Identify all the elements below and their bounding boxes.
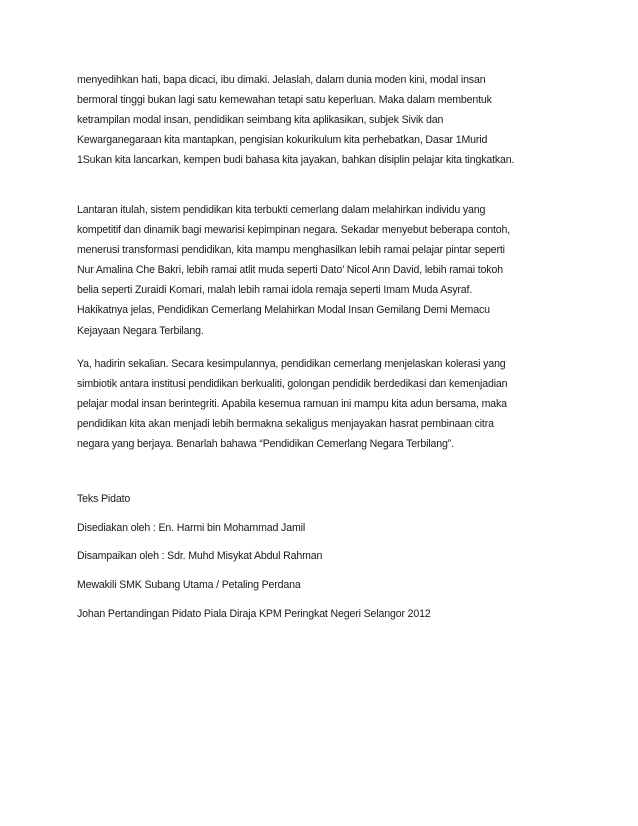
paragraph-3 bbox=[77, 354, 507, 454]
award-line: Johan Pertandingan Pidato Piala Diraja KPM Peringkat Negeri Selangor 2012 bbox=[77, 608, 431, 620]
paragraph-1 bbox=[77, 70, 514, 170]
paragraph-line: 1Sukan kita lancarkan, kempen budi bahasa kita jayakan, bahkan disiplin pelajar kita tingkatkan. bbox=[77, 154, 515, 167]
paragraph-line: pendidikan kita akan menjadi lebih bermakna sekaligus menjayakan hasrat pembinaan citra bbox=[77, 418, 494, 431]
paragraph-line: Lantaran itulah, sistem pendidikan kita terbukti cemerlang dalam melahirkan individu yang bbox=[77, 204, 486, 216]
paragraph-line: ketrampilan modal insan, pendidikan seimbang kita aplikasikan, subjek Sivik dan bbox=[77, 114, 444, 127]
speech-type-label: Teks Pidato bbox=[77, 493, 131, 505]
paragraph-line: Ya, hadirin sekalian. Secara kesimpulannya, pendidikan cemerlang menjelaskan kolerasi yang bbox=[77, 358, 506, 370]
paragraph-line: belia seperti Zuraidi Komari, malah lebih ramai idola remaja seperti Imam Muda Asyraf. bbox=[77, 284, 473, 297]
prepared-by-line: Disediakan oleh : En. Harmi bin Mohammad Jamil bbox=[77, 522, 306, 534]
paragraph-line: Hakikatnya jelas, Pendidikan Cemerlang Melahirkan Modal Insan Gemilang Demi Memacu bbox=[77, 304, 490, 317]
paragraph-line: menyedihkan hati, bapa dicaci, ibu dimaki. Jelaslah, dalam dunia moden kini, modal insan bbox=[77, 74, 486, 86]
paragraph-line: kompetitif dan dinamik bagi mewarisi kepimpinan negara. Sekadar menyebut beberapa contoh, bbox=[77, 224, 511, 237]
delivered-by-line: Disampaikan oleh : Sdr. Muhd Misykat Abdul Rahman bbox=[77, 550, 323, 562]
paragraph-line: negara yang berjaya. Benarlah bahawa “Pendidikan Cemerlang Negara Terbilang”. bbox=[77, 438, 454, 451]
paragraph-line: Kejayaan Negara Terbilang. bbox=[77, 324, 204, 337]
paragraph-2 bbox=[77, 200, 510, 341]
representing-line: Mewakili SMK Subang Utama / Petaling Perdana bbox=[77, 579, 301, 591]
paragraph-line: menerusi transformasi pendidikan, kita mampu menghasilkan lebih ramai pelajar pintar seperti bbox=[77, 244, 505, 257]
paragraph-line: pelajar modal insan berintegriti. Apabila kesemua ramuan ini mampu kita adun bersama, maka bbox=[77, 398, 507, 411]
paragraph-line: simbiotik antara institusi pendidikan berkualiti, golongan pendidik berdedikasi dan kemenjadian bbox=[77, 378, 508, 391]
paragraph-line: Kewarganegaraan kita mantapkan, pengisian kokurikulum kita perhebatkan, Dasar 1Murid bbox=[77, 134, 488, 147]
paragraph-line: Nur Amalina Che Bakri, lebih ramai atlit muda seperti Dato’ Nicol Ann David, lebih ramai tokoh bbox=[77, 264, 503, 277]
paragraph-line: bermoral tinggi bukan lagi satu kemewahan tetapi satu keperluan. Maka dalam membentuk bbox=[77, 94, 492, 107]
